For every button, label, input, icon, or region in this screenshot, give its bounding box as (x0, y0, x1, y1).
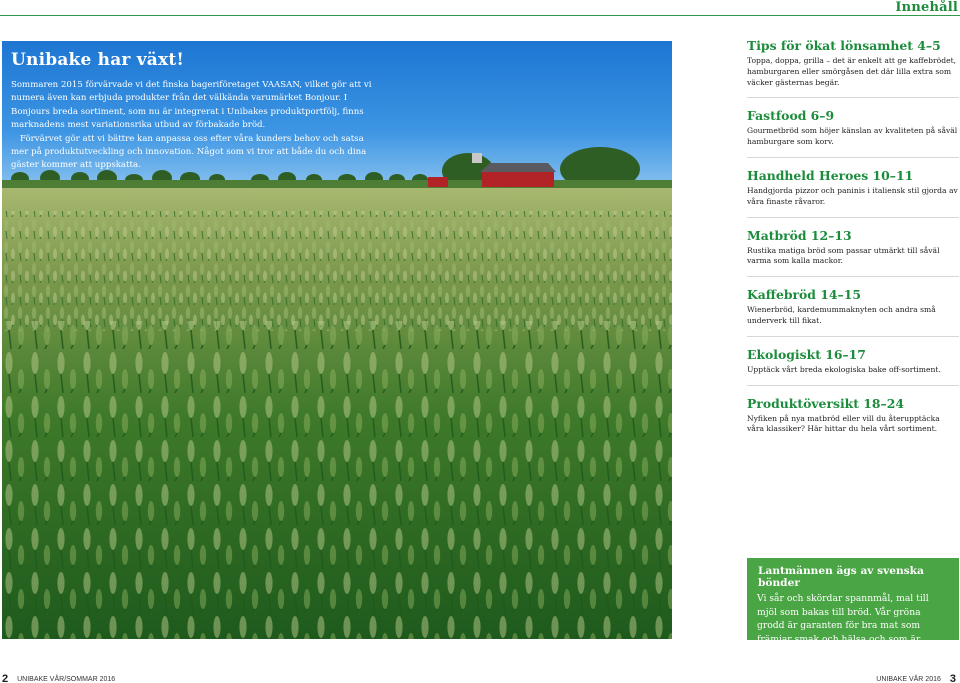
page-number-left: 2 (2, 673, 9, 683)
table-of-contents (747, 38, 959, 454)
toc-heading: Matbröd 12–13 (747, 227, 852, 243)
intro-paragraph: Sommaren 2015 förvärvade vi det finska bageriföretaget VAASAN, vilket gör att vi numera även kan erbjuda produkter från det välkända varumärket Bonjour. I Bonjours breda sortiment, som nu är integrerat i Unibakes produktportfölj, finns marknadens mest variationsrika utbud av förbakade bröd. (11, 80, 372, 131)
info-box (747, 558, 959, 659)
toc-item[interactable] (747, 168, 959, 218)
section-title: Innehåll (895, 0, 958, 15)
footer-label-left: UNIBAKE VÅR/SOMMAR 2016 (17, 676, 116, 683)
toc-item[interactable] (747, 108, 959, 158)
toc-heading: Fastfood 6–9 (747, 108, 835, 124)
info-box-text: Vi sår och skördar spannmål, mal till mjöl som bakas till bröd. Vår gröna grodd är garanten för bra mat som främjar smak och hälsa och som är ansvarsfullt producerad. (757, 593, 929, 659)
footer-left (2, 672, 115, 683)
info-box-title: Lantmännen ägs av svenska bönder (758, 565, 924, 589)
intro-paragraph: Förvärvet gör att vi bättre kan anpassa oss efter våra kunders behov och satsa mer på produktutveckling och innovation. Något som vi tror att både du och dina gäster kommer att uppskatta. (11, 133, 367, 171)
toc-description: Wienerbröd, kardemummaknyten och andra små underverk till fikat. (747, 305, 936, 325)
toc-heading: Produktöversikt 18–24 (747, 395, 904, 411)
toc-heading: Kaffebröd 14–15 (747, 287, 861, 303)
toc-heading: Tips för ökat lönsamhet 4–5 (747, 38, 941, 53)
footer-label-right: UNIBAKE VÅR 2016 (876, 676, 941, 683)
page-number-right: 3 (949, 673, 956, 683)
toc-item[interactable] (747, 228, 959, 278)
toc-description: Gourmetbröd som höjer känslan av kvaliteten på såväl hamburgare som korv. (747, 126, 958, 147)
toc-heading: Ekologiskt 16–17 (747, 346, 866, 362)
intro-title: Unibake har växt! (11, 50, 185, 70)
toc-item[interactable] (747, 396, 959, 445)
toc-description: Rustika matiga bröd som passar utmärkt till såväl varma som kalla mackor. (747, 245, 940, 266)
intro-text-block (11, 50, 381, 173)
toc-description: Handgjorda pizzor och paninis i italiensk stil gjorda av våra finaste råvaror. (747, 185, 958, 206)
toc-item[interactable] (747, 38, 959, 98)
toc-description: Nyfiken på nya matbröd eller vill du återupptäcka våra klassiker? Här hittar du hela vårt sortiment. (747, 413, 940, 434)
toc-description: Toppa, doppa, grilla – det är enkelt att ge kaffebrödet, hamburgaren eller smörgåsen det där lilla extra som väcker gästernas begär. (747, 56, 957, 87)
toc-item[interactable] (747, 287, 959, 337)
header-divider (0, 15, 960, 16)
toc-heading: Handheld Heroes 10–11 (747, 167, 914, 183)
footer-right (876, 672, 956, 683)
toc-description: Upptäck vårt breda ekologiska bake off-sortiment. (747, 364, 941, 374)
toc-item[interactable] (747, 347, 959, 386)
